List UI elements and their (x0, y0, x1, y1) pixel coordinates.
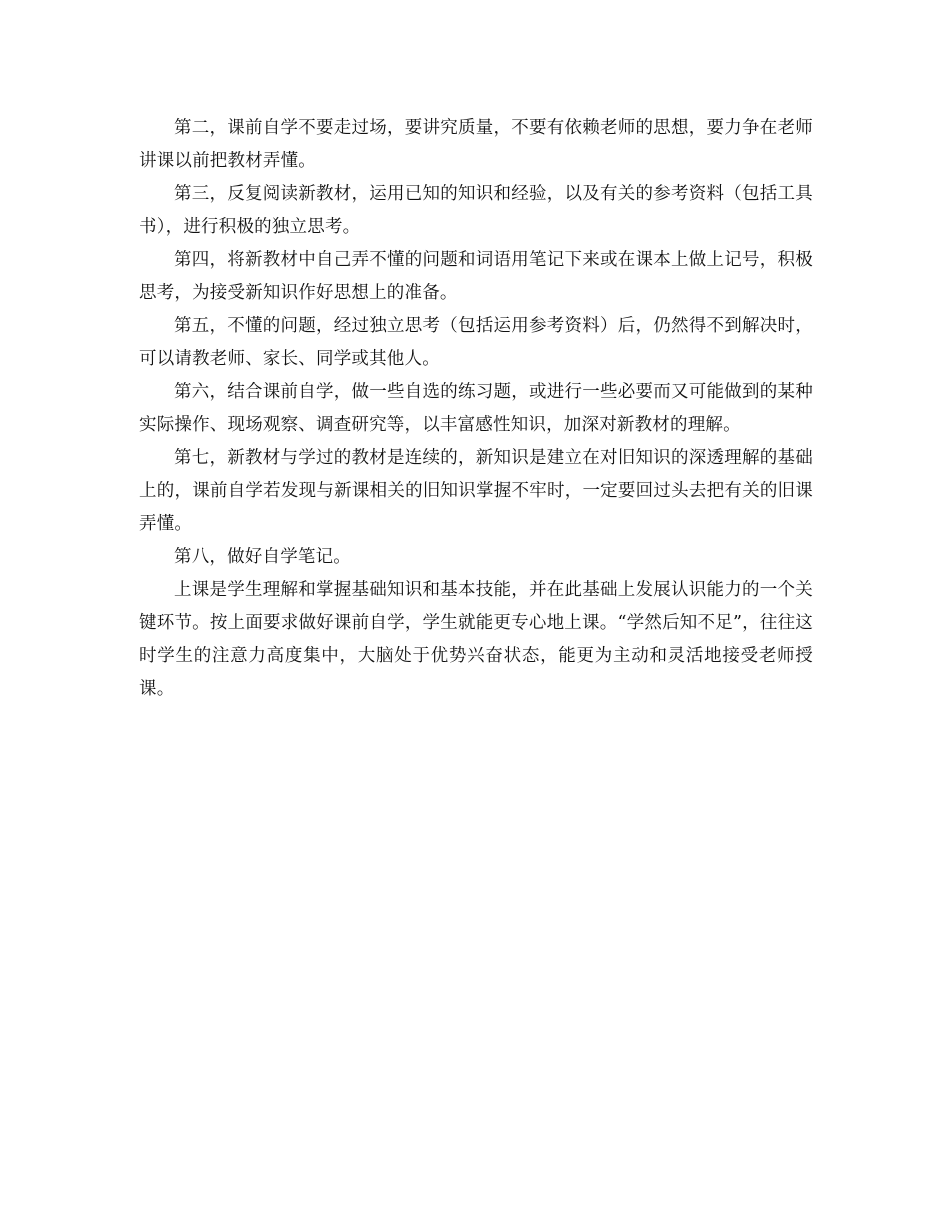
paragraph-7: 第七，新教材与学过的教材是连续的，新知识是建立在对旧知识的深透理解的基础上的，课前自学若发现与新课相关的旧知识掌握不牢时，一定要回过头去把有关的旧课弄懂。 (139, 448, 813, 534)
paragraph-6: 第六，结合课前自学，做一些自选的练习题，或进行一些必要而又可能做到的某种实际操作、现场观察、调查研究等，以丰富感性知识，加深对新教材的理解。 (139, 382, 813, 435)
document-body (139, 112, 813, 706)
paragraph-3: 第三，反复阅读新教材，运用已知的知识和经验，以及有关的参考资料（包括工具书），进行积极的独立思考。 (139, 184, 813, 237)
paragraph-2: 第二，课前自学不要走过场，要讲究质量，不要有依赖老师的思想，要力争在老师讲课以前把教材弄懂。 (139, 118, 813, 171)
paragraph-4: 第四，将新教材中自己弄不懂的问题和词语用笔记下来或在课本上做上记号，积极思考，为接受新知识作好思想上的准备。 (139, 250, 813, 303)
paragraph-5: 第五，不懂的问题，经过独立思考（包括运用参考资料）后，仍然得不到解决时，可以请教老师、家长、同学或其他人。 (139, 316, 813, 369)
paragraph-8: 第八，做好自学笔记。 (174, 547, 351, 567)
paragraph-summary: 上课是学生理解和掌握基础知识和基本技能，并在此基础上发展认识能力的一个关键环节。按上面要求做好课前自学，学生就能更专心地上课。“学然后知不足”，往往这时学生的注意力高度集中，大脑处于优势兴奋状态，能更为主动和灵活地接受老师授课。 (139, 580, 813, 699)
